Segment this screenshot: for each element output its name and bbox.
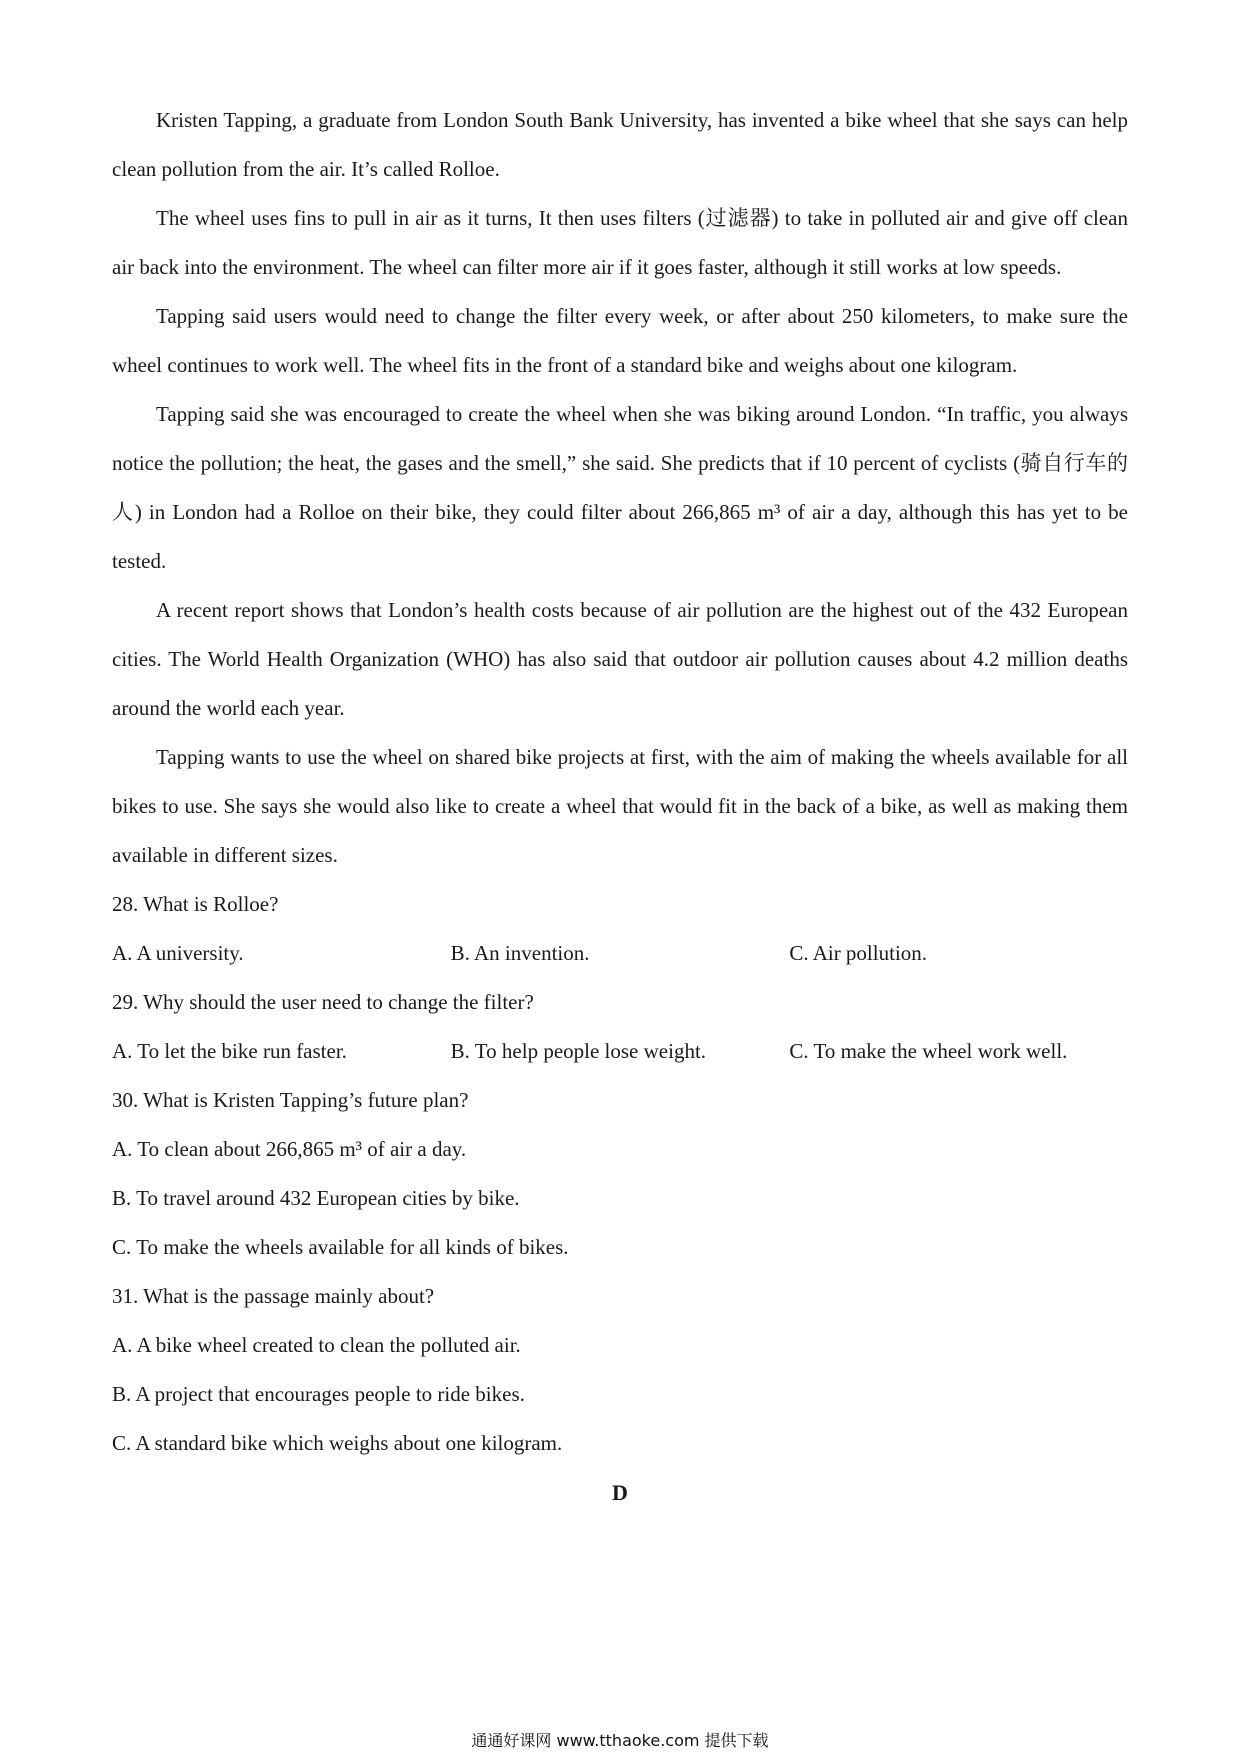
question-29-options [112, 1027, 1128, 1076]
question-31-option-a: A. A bike wheel created to clean the polluted air. [112, 1333, 521, 1357]
question-28-option-b: B. An invention. [450, 941, 590, 965]
passage-paragraph-5: A recent report shows that London’s health costs because of air pollution are the highest out of the 432 European cities. The World Health Organization (WHO) has also said that outdoor air pollution causes about 4.2 million deaths around the world each year. [112, 598, 1128, 720]
question-31-option-c: C. A standard bike which weighs about one kilogram. [112, 1431, 563, 1455]
passage-paragraph-4: Tapping said she was encouraged to create the wheel when she was biking around London. “In traffic, you always notice the pollution; the heat, the gases and the smell,” she said. She predicts that if 10 percent of cyclists (骑自行车的人) in London had a Rolloe on their bike, they could filter about 266,865 m³ of air a day, although this has yet to be tested. [112, 402, 1128, 573]
question-29-option-a: A. To let the bike run faster. [112, 1039, 347, 1063]
question-28-stem: 28. What is Rolloe? [112, 892, 279, 916]
question-29-option-b: B. To help people lose weight. [450, 1039, 707, 1063]
question-30-option-c: C. To make the wheels available for all kinds of bikes. [112, 1235, 569, 1259]
passage-paragraph-6: Tapping wants to use the wheel on shared bike projects at first, with the aim of making the wheels available for all bikes to use. She says she would also like to create a wheel that would fit in the back of a bike, as well as making them available in different sizes. [112, 745, 1128, 867]
question-31-stem: 31. What is the passage mainly about? [112, 1284, 435, 1308]
question-29-stem: 29. Why should the user need to change the filter? [112, 990, 534, 1014]
question-31-option-b: B. A project that encourages people to ride bikes. [112, 1382, 525, 1406]
question-28-option-a: A. A university. [112, 941, 244, 965]
question-30-option-b: B. To travel around 432 European cities by bike. [112, 1186, 520, 1210]
question-29-option-c: C. To make the wheel work well. [789, 1039, 1068, 1063]
passage-paragraph-1: Kristen Tapping, a graduate from London South Bank University, has invented a bike wheel that she says can help clean pollution from the air. It’s called Rolloe. [112, 108, 1128, 181]
question-28-option-c: C. Air pollution. [789, 941, 928, 965]
question-30-option-a: A. To clean about 266,865 m³ of air a day. [112, 1137, 467, 1161]
question-28-options [112, 929, 1128, 978]
page-footer: 通通好课网 www.tthaoke.com 提供下载 [471, 1731, 769, 1750]
passage-paragraph-3: Tapping said users would need to change the filter every week, or after about 250 kilometers, to make sure the wheel continues to work well. The wheel fits in the front of a standard bike and weighs about one kilogram. [112, 304, 1128, 377]
question-30-stem: 30. What is Kristen Tapping’s future plan? [112, 1088, 469, 1112]
document-page [112, 96, 1128, 1517]
section-heading-d: D [612, 1480, 628, 1505]
passage-paragraph-2: The wheel uses fins to pull in air as it turns, It then uses filters (过滤器) to take in polluted air and give off clean air back into the environment. The wheel can filter more air if it goes faster, although it still works at low speeds. [112, 206, 1128, 279]
